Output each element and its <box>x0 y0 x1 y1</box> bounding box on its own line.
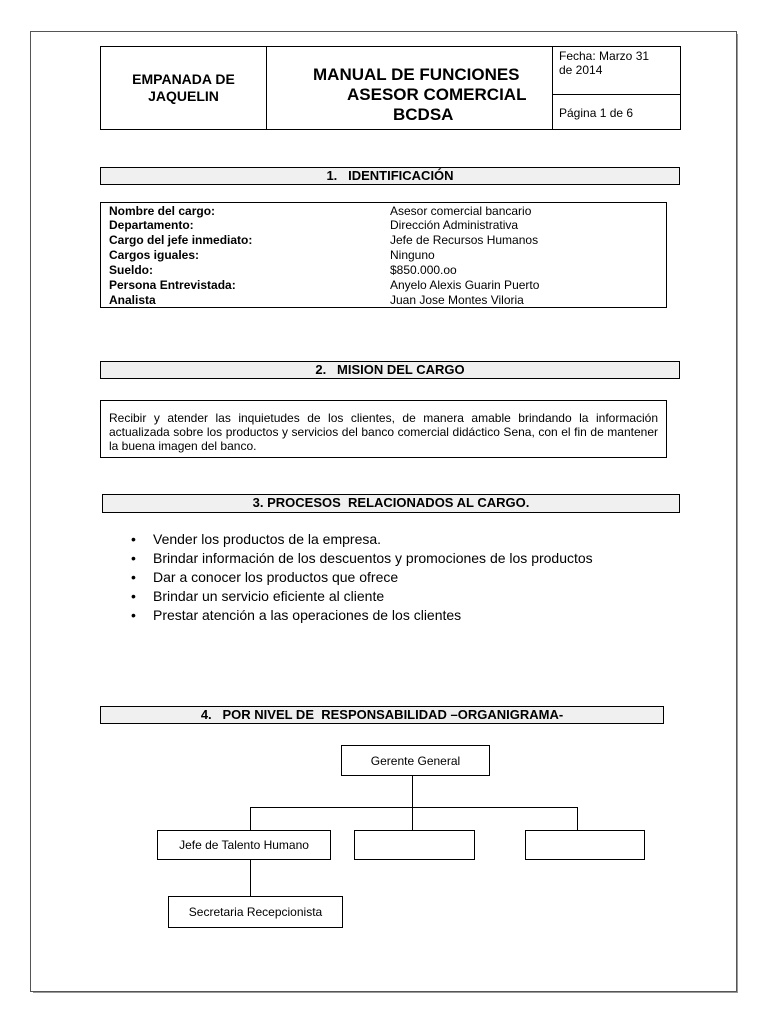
org-box-empty-middle <box>354 830 475 860</box>
ident-label: Departamento: <box>109 218 194 232</box>
list-item: • Dar a conocer los productos que ofrece <box>131 568 593 587</box>
page-number: Página 1 de 6 <box>559 106 634 120</box>
ident-row <box>101 204 666 218</box>
company-name-cell <box>101 47 267 129</box>
ident-value: Jefe de Recursos Humanos <box>390 233 539 247</box>
org-box-jefe-talento-humano-label: Jefe de Talento Humano <box>179 838 309 852</box>
document-title-cell <box>267 47 553 129</box>
org-connector <box>250 807 251 831</box>
org-connector <box>412 776 413 807</box>
org-box-gerente-general-label: Gerente General <box>370 754 461 768</box>
section-organigrama-title: 4. POR NIVEL DE RESPONSABILIDAD –ORGANIGRAMA- <box>200 707 564 722</box>
ident-value: Dirección Administrativa <box>390 218 519 232</box>
ident-label: Cargos iguales: <box>109 248 200 262</box>
ident-value: Ninguno <box>390 248 435 262</box>
identificacion-box <box>100 202 667 308</box>
org-box-empty-right <box>525 830 645 860</box>
mision-text: Recibir y atender las inquietudes de los clientes, de manera amable brindando la información actualizada sobre los productos y servicios del banco comercial didáctico Sena, con el fin de mantener la buena imagen del banco. <box>109 411 658 453</box>
date-cell <box>553 47 680 95</box>
section-organigrama-heading <box>100 706 664 724</box>
ident-row <box>101 278 666 292</box>
page-number-cell <box>553 95 680 129</box>
org-box-jefe-talento-humano <box>157 830 331 860</box>
list-item: • Vender los productos de la empresa. <box>131 530 593 549</box>
section-identificacion-heading <box>100 167 680 185</box>
mision-box <box>100 400 667 458</box>
org-box-secretaria-recepcionista-label: Secretaria Recepcionista <box>188 905 323 919</box>
org-connector <box>250 807 578 808</box>
title-line2: ASESOR COMERCIAL <box>347 85 527 104</box>
ident-label: Sueldo: <box>109 263 153 277</box>
title-line1: MANUAL DE FUNCIONES <box>313 65 520 84</box>
list-item: • Brindar un servicio eficiente al cliente <box>131 587 593 606</box>
ident-value: Juan Jose Montes Viloria <box>390 293 524 307</box>
ident-value: Asesor comercial bancario <box>390 204 532 218</box>
date-line1: Fecha: Marzo 31 <box>559 49 650 63</box>
date-line2: de 2014 <box>559 63 603 77</box>
ident-label: Cargo del jefe inmediato: <box>109 233 253 247</box>
document-header <box>100 46 681 130</box>
ident-label: Analista <box>109 293 156 307</box>
ident-value: Anyelo Alexis Guarin Puerto <box>390 278 540 292</box>
ident-row <box>101 248 666 262</box>
list-item: • Prestar atención a las operaciones de los clientes <box>131 606 593 625</box>
ident-value: $850.000.oo <box>390 263 457 277</box>
org-connector <box>577 807 578 831</box>
org-connector <box>412 807 413 831</box>
ident-row <box>101 233 666 247</box>
section-procesos-title: 3. PROCESOS RELACIONADOS AL CARGO. <box>252 495 530 510</box>
company-name-line2: JAQUELIN <box>148 88 219 104</box>
company-name-line1: EMPANADA DE <box>132 71 235 87</box>
ident-label: Nombre del cargo: <box>109 204 216 218</box>
procesos-list <box>131 530 593 625</box>
section-procesos-heading <box>102 494 680 513</box>
org-box-gerente-general <box>341 745 490 776</box>
org-connector <box>250 860 251 897</box>
section-mision-title: 2. MISION DEL CARGO <box>315 362 465 377</box>
title-line3: BCDSA <box>393 105 454 124</box>
ident-row <box>101 263 666 277</box>
list-item: • Brindar información de los descuentos y promociones de los productos <box>131 549 593 568</box>
org-box-secretaria-recepcionista <box>168 896 343 928</box>
ident-row <box>101 218 666 232</box>
section-identificacion-title: 1. IDENTIFICACIÓN <box>326 168 454 183</box>
ident-row <box>101 293 666 307</box>
ident-label: Persona Entrevistada: <box>109 278 236 292</box>
section-mision-heading <box>100 361 680 379</box>
